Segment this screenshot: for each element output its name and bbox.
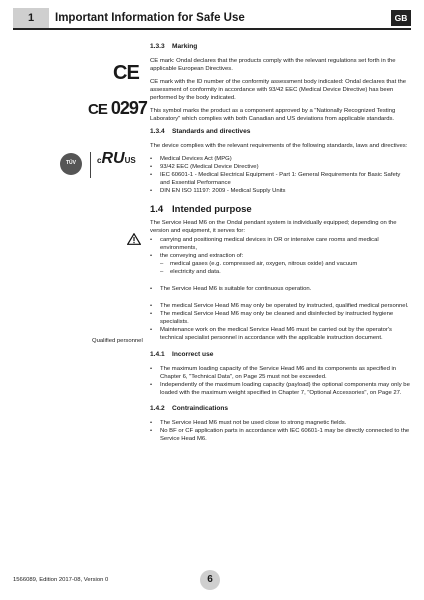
page-number: 6	[200, 570, 220, 590]
standards-list	[150, 155, 410, 195]
chapter-title: Important Information for Safe Use	[55, 12, 245, 24]
language-badge: GB	[391, 10, 411, 26]
list-item: • IEC 60601-1 - Medical Electrical Equipment - Part 1: General Requirements for Basic Safety and Essential Performance	[150, 171, 410, 187]
list-subitem: – medical gases (e.g. compressed air, oxygen, nitrous oxide) and vacuum	[150, 260, 410, 268]
header-rule	[13, 28, 411, 30]
tuv-mark-label: TÜV	[66, 160, 76, 166]
section-marking-heading: 1.3.3 Marking	[150, 43, 198, 50]
list-item: • Independently of the maximum loading capacity (payload) the optional components may only be loaded with the maximum weight specified in Chapter 7, "Optional Accessories", on Page 27.	[150, 381, 410, 397]
main-content	[150, 43, 410, 448]
intended-intro: The Service Head M6 on the Ondal pendant system is individually equipped; depending on the version and equipment, it serves for:	[150, 220, 397, 234]
section-intended-heading: 1.4 Intended purpose	[150, 204, 252, 215]
ce-mark-icon: CE	[113, 62, 139, 84]
side-label-qualified-personnel: Qualified personnel	[92, 338, 143, 344]
mark-separator	[90, 152, 91, 178]
list-item: • Maintenance work on the medical Service Head M6 must be carried out by the operator's technical specialist personnel in accordance with the applicable instruction document.	[150, 326, 410, 342]
edition-text: 1566089, Edition 2017-08, Version 0	[13, 577, 109, 583]
contra-list	[150, 419, 410, 443]
list-item: • DIN EN ISO 11197: 2009 - Medical Supply Units	[150, 187, 410, 195]
page-header	[13, 8, 411, 28]
personnel-list	[150, 302, 410, 342]
warning-triangle-icon	[127, 233, 141, 245]
intended-list	[150, 236, 410, 276]
list-item: • The Service Head M6 must not be used close to strong magnetic fields.	[150, 419, 410, 427]
incorrect-list	[150, 365, 410, 397]
list-item: • carrying and positioning medical devices in OR or intensive care rooms and medical environments,	[150, 236, 410, 252]
ce-0297-mark-icon: CE 0297	[88, 98, 147, 118]
list-item: • the conveying and extraction of:	[150, 252, 410, 260]
list-item: • The medical Service Head M6 may only be cleaned and disinfected by instructed hygiene specialists.	[150, 310, 410, 326]
list-item: • Medical Devices Act (MPG)	[150, 155, 410, 163]
list-item: • No BF or CF application parts in accordance with IEC 60601-1 may be directly connected to the Service Head M6.	[150, 427, 410, 443]
list-item: • 93/42 EEC (Medical Device Directive)	[150, 163, 410, 171]
chapter-number: 1	[13, 8, 49, 28]
list-item: • The medical Service Head M6 may only be operated by instructed, qualified medical personnel.	[150, 302, 410, 310]
list-item: • The maximum loading capacity of the Service Head M6 and its components as specified in Chapter 6, "Technical Data", on Page 25 must not be exceeded.	[150, 365, 410, 381]
marking-paragraph-ce-id: CE mark with the ID number of the conformity assessment body indicated: Ondal declares that the assessment of conformity in accordance with 93/42 EEC (Medical Device Directive) has been performed by the body indicated.	[150, 79, 407, 101]
section-standards-heading: 1.3.4 Standards and directives	[150, 128, 251, 135]
cru-us-mark-icon: cRUUS	[97, 150, 136, 167]
list-subitem: – electricity and data.	[150, 268, 410, 276]
list-item: • The Service Head M6 is suitable for continuous operation.	[150, 285, 410, 293]
section-contra-heading: 1.4.2 Contraindications	[150, 405, 229, 412]
marking-paragraph-nrtl: This symbol marks the product as a component approved by a "Nationally Recognized Testing Laboratory" which complies with both Canadian and US deviations from applicable standards.	[150, 108, 396, 122]
section-incorrect-heading: 1.4.1 Incorrect use	[150, 351, 214, 358]
continuous-list	[150, 285, 410, 293]
standards-intro: The device complies with the relevant requirements of the following standards, laws and directives:	[150, 143, 408, 149]
marking-paragraph-ce: CE mark: Ondal declares that the products comply with the relevant regulations set forth in the applicable European Directives.	[150, 58, 396, 72]
